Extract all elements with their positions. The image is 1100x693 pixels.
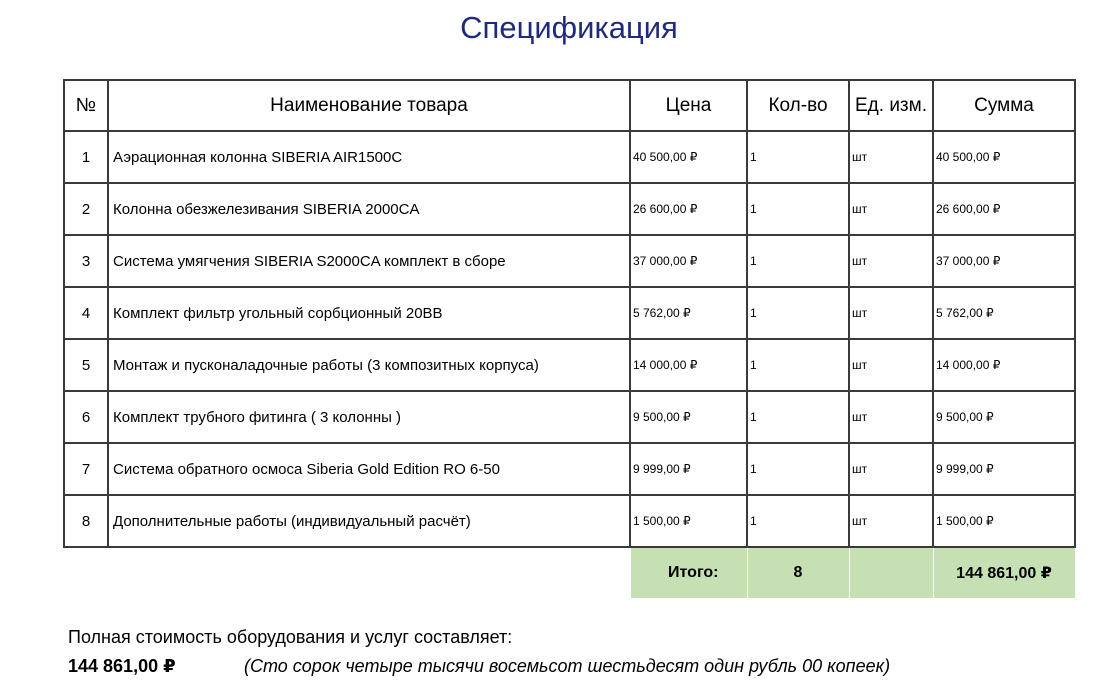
- row-price: 26 600,00 ₽: [630, 183, 747, 235]
- row-price: 1 500,00 ₽: [630, 495, 747, 547]
- row-qty: 1: [747, 287, 849, 339]
- total-blank-num: [64, 547, 108, 599]
- header-unit: Ед. изм.: [849, 80, 933, 131]
- row-sum: 1 500,00 ₽: [933, 495, 1075, 547]
- row-name: Система умягчения SIBERIA S2000CA комплект в сборе: [108, 235, 630, 287]
- row-num: 3: [64, 235, 108, 287]
- total-row: [64, 547, 1075, 599]
- row-price: 40 500,00 ₽: [630, 131, 747, 183]
- row-sum: 40 500,00 ₽: [933, 131, 1075, 183]
- summary-amount-words: (Сто сорок четыре тысячи восемьсот шестьдесят один рубль 00 копеек): [244, 656, 891, 676]
- table-row: [64, 391, 1075, 443]
- total-blank-name: [108, 547, 630, 599]
- table-header-row: [64, 80, 1075, 131]
- row-num: 7: [64, 443, 108, 495]
- row-price: 37 000,00 ₽: [630, 235, 747, 287]
- row-qty: 1: [747, 443, 849, 495]
- row-name: Дополнительные работы (индивидуальный расчёт): [108, 495, 630, 547]
- row-name: Комплект трубного фитинга ( 3 колонны ): [108, 391, 630, 443]
- row-sum: 9 500,00 ₽: [933, 391, 1075, 443]
- row-sum: 5 762,00 ₽: [933, 287, 1075, 339]
- summary-amount: 144 861,00 ₽: [68, 656, 176, 676]
- row-num: 8: [64, 495, 108, 547]
- table-row: [64, 287, 1075, 339]
- row-num: 1: [64, 131, 108, 183]
- row-qty: 1: [747, 235, 849, 287]
- table-row: [64, 183, 1075, 235]
- row-num: 4: [64, 287, 108, 339]
- table-row: [64, 495, 1075, 547]
- row-unit: шт: [849, 443, 933, 495]
- document-title: Спецификация: [460, 10, 678, 45]
- row-qty: 1: [747, 131, 849, 183]
- row-unit: шт: [849, 183, 933, 235]
- header-sum: Сумма: [933, 80, 1075, 131]
- row-qty: 1: [747, 391, 849, 443]
- row-sum: 9 999,00 ₽: [933, 443, 1075, 495]
- row-unit: шт: [849, 391, 933, 443]
- row-name: Колонна обезжелезивания SIBERIA 2000CA: [108, 183, 630, 235]
- header-price: Цена: [630, 80, 747, 131]
- summary-amount-line: [68, 652, 890, 681]
- row-unit: шт: [849, 287, 933, 339]
- row-num: 5: [64, 339, 108, 391]
- table-row: [64, 443, 1075, 495]
- row-num: 6: [64, 391, 108, 443]
- row-name: Монтаж и пусконаладочные работы (3 композитных корпуса): [108, 339, 630, 391]
- row-sum: 26 600,00 ₽: [933, 183, 1075, 235]
- row-sum: 14 000,00 ₽: [933, 339, 1075, 391]
- header-qty: Кол-во: [747, 80, 849, 131]
- header-num: №: [64, 80, 108, 131]
- total-qty: 8: [747, 547, 849, 599]
- row-price: 5 762,00 ₽: [630, 287, 747, 339]
- summary-line: Полная стоимость оборудования и услуг составляет:: [68, 627, 513, 647]
- row-unit: шт: [849, 131, 933, 183]
- row-qty: 1: [747, 495, 849, 547]
- table-row: [64, 339, 1075, 391]
- row-name: Комплект фильтр угольный сорбционный 20BB: [108, 287, 630, 339]
- total-unit: [849, 547, 933, 599]
- row-unit: шт: [849, 495, 933, 547]
- row-qty: 1: [747, 183, 849, 235]
- table-row: [64, 131, 1075, 183]
- table-row: [64, 235, 1075, 287]
- row-qty: 1: [747, 339, 849, 391]
- row-unit: шт: [849, 339, 933, 391]
- row-name: Система обратного осмоса Siberia Gold Edition RO 6-50: [108, 443, 630, 495]
- row-name: Аэрационная колонна SIBERIA AIR1500C: [108, 131, 630, 183]
- specification-table: [63, 79, 1076, 599]
- row-price: 9 500,00 ₽: [630, 391, 747, 443]
- row-price: 14 000,00 ₽: [630, 339, 747, 391]
- row-num: 2: [64, 183, 108, 235]
- header-name: Наименование товара: [108, 80, 630, 131]
- summary-block: [68, 623, 890, 681]
- row-sum: 37 000,00 ₽: [933, 235, 1075, 287]
- total-sum: 144 861,00 ₽: [933, 547, 1075, 599]
- total-label: Итого:: [630, 547, 747, 599]
- row-unit: шт: [849, 235, 933, 287]
- row-price: 9 999,00 ₽: [630, 443, 747, 495]
